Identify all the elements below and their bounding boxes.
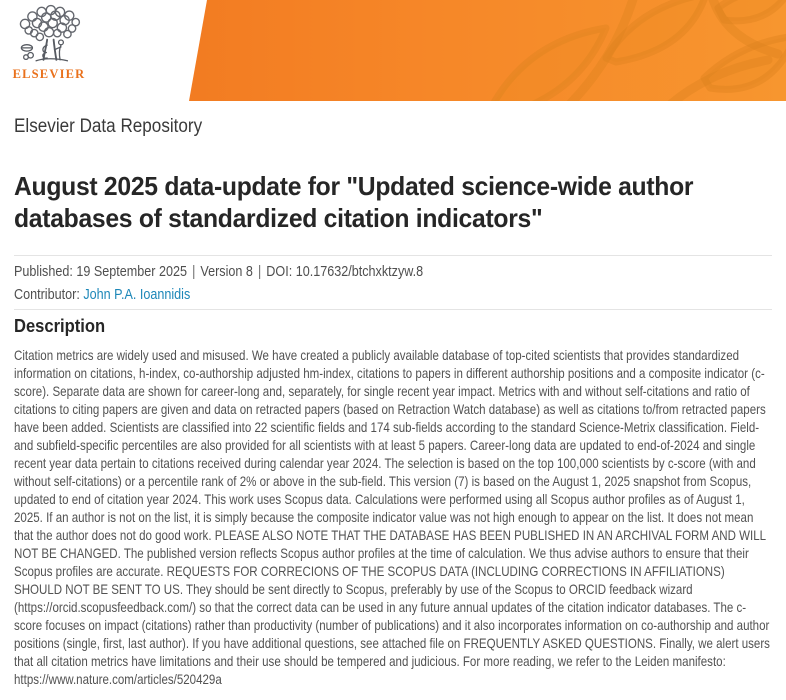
- version-label: Version 8: [200, 263, 253, 280]
- meta-separator: |: [192, 263, 196, 280]
- contributor-label: Contributor:: [14, 286, 80, 303]
- description-text: Citation metrics are widely used and misused. We have created a publicly available database of top-cited scientists that provides standardized information on citations, h-index, co-authorship adjusted hm-index, citations to papers in different authorship positions and a composite indicator (c-score). Separate data are shown for career-long and, separately, for single recent year impact. Metrics with and without self-citations and ratio of citations to citing papers are given and data on retracted papers (based on Retraction Watch database) as well as citations to/from retracted papers have been added. Scientists are classified into 22 scientific fields and 174 sub-fields according to the standard Science-Metrix classification. Field- and subfield-specific percentiles are also provided for all scientists with at least 5 papers. Career-long data are updated to end-of-2024 and single recent year data pertain to citations received during calendar year 2024. The selection is based on the top 100,000 scientists by c-score (with and without self-citations) or a percentile rank of 2% or above in the sub-field. This version (7) is based on the August 1, 2025 snapshot from Scopus, updated to end of citation year 2024. This work uses Scopus data. Calculations were performed using all Scopus author profiles as of August 1, 2025. If an author is not on the list, it is simply because the composite indicator value was not high enough to appear on the list. It does not mean that the author does not do good work. PLEASE ALSO NOTE THAT THE DATABASE HAS BEEN PUBLISHED IN AN ARCHIVAL FORM AND WILL NOT BE CHANGED. The published version reflects Scopus author profiles at the time of calculation. We thus advise authors to ensure that their Scopus profiles are accurate. REQUESTS FOR CORRECIONS OF THE SCOPUS DATA (INCLUDING CORRECTIONS IN AFFILIATIONS) SHOULD NOT BE SENT TO US. They should be sent directly to Scopus, preferably by use of the Scopus to ORCID feedback wizard (https://orcid.scopusfeedback.com/) so that the correct data can be used in any future annual updates of the citation indicator databases. The c-score focuses on impact (citations) rather than productivity (number of publications) and it also incorporates information on co-authorship and author positions (single, first, last author). If you have additional questions, see attached file on FREQUENTLY ASKED QUESTIONS. Finally, we alert users that all citation metrics have limitations and their use should be tempered and judicious. For more reading, we refer to the Leiden manifesto: https://www.nature.com/articles/520429a: [14, 347, 770, 687]
- doi-value: DOI: 10.17632/btchxktzyw.8: [266, 263, 424, 280]
- divider: [14, 255, 772, 256]
- meta-separator: |: [257, 263, 262, 280]
- divider: [14, 309, 772, 310]
- elsevier-logo[interactable]: [12, 4, 86, 82]
- elsevier-wordmark: ELSEVIER: [12, 67, 86, 81]
- elsevier-tree-icon: [14, 4, 84, 66]
- dataset-meta: [14, 262, 423, 282]
- description-heading: Description: [14, 316, 106, 336]
- leaf-pattern-icon: [466, 0, 786, 101]
- published-date: Published: 19 September 2025: [14, 263, 188, 280]
- banner-graphic: [0, 0, 786, 101]
- site-title-link[interactable]: Elsevier Data Repository: [14, 116, 203, 137]
- contributor-link[interactable]: John P.A. Ioannidis: [83, 286, 191, 303]
- dataset-title: August 2025 data-update for "Updated science-wide author databases of standardized citation indicators": [14, 171, 694, 233]
- contributor-line: [14, 285, 190, 305]
